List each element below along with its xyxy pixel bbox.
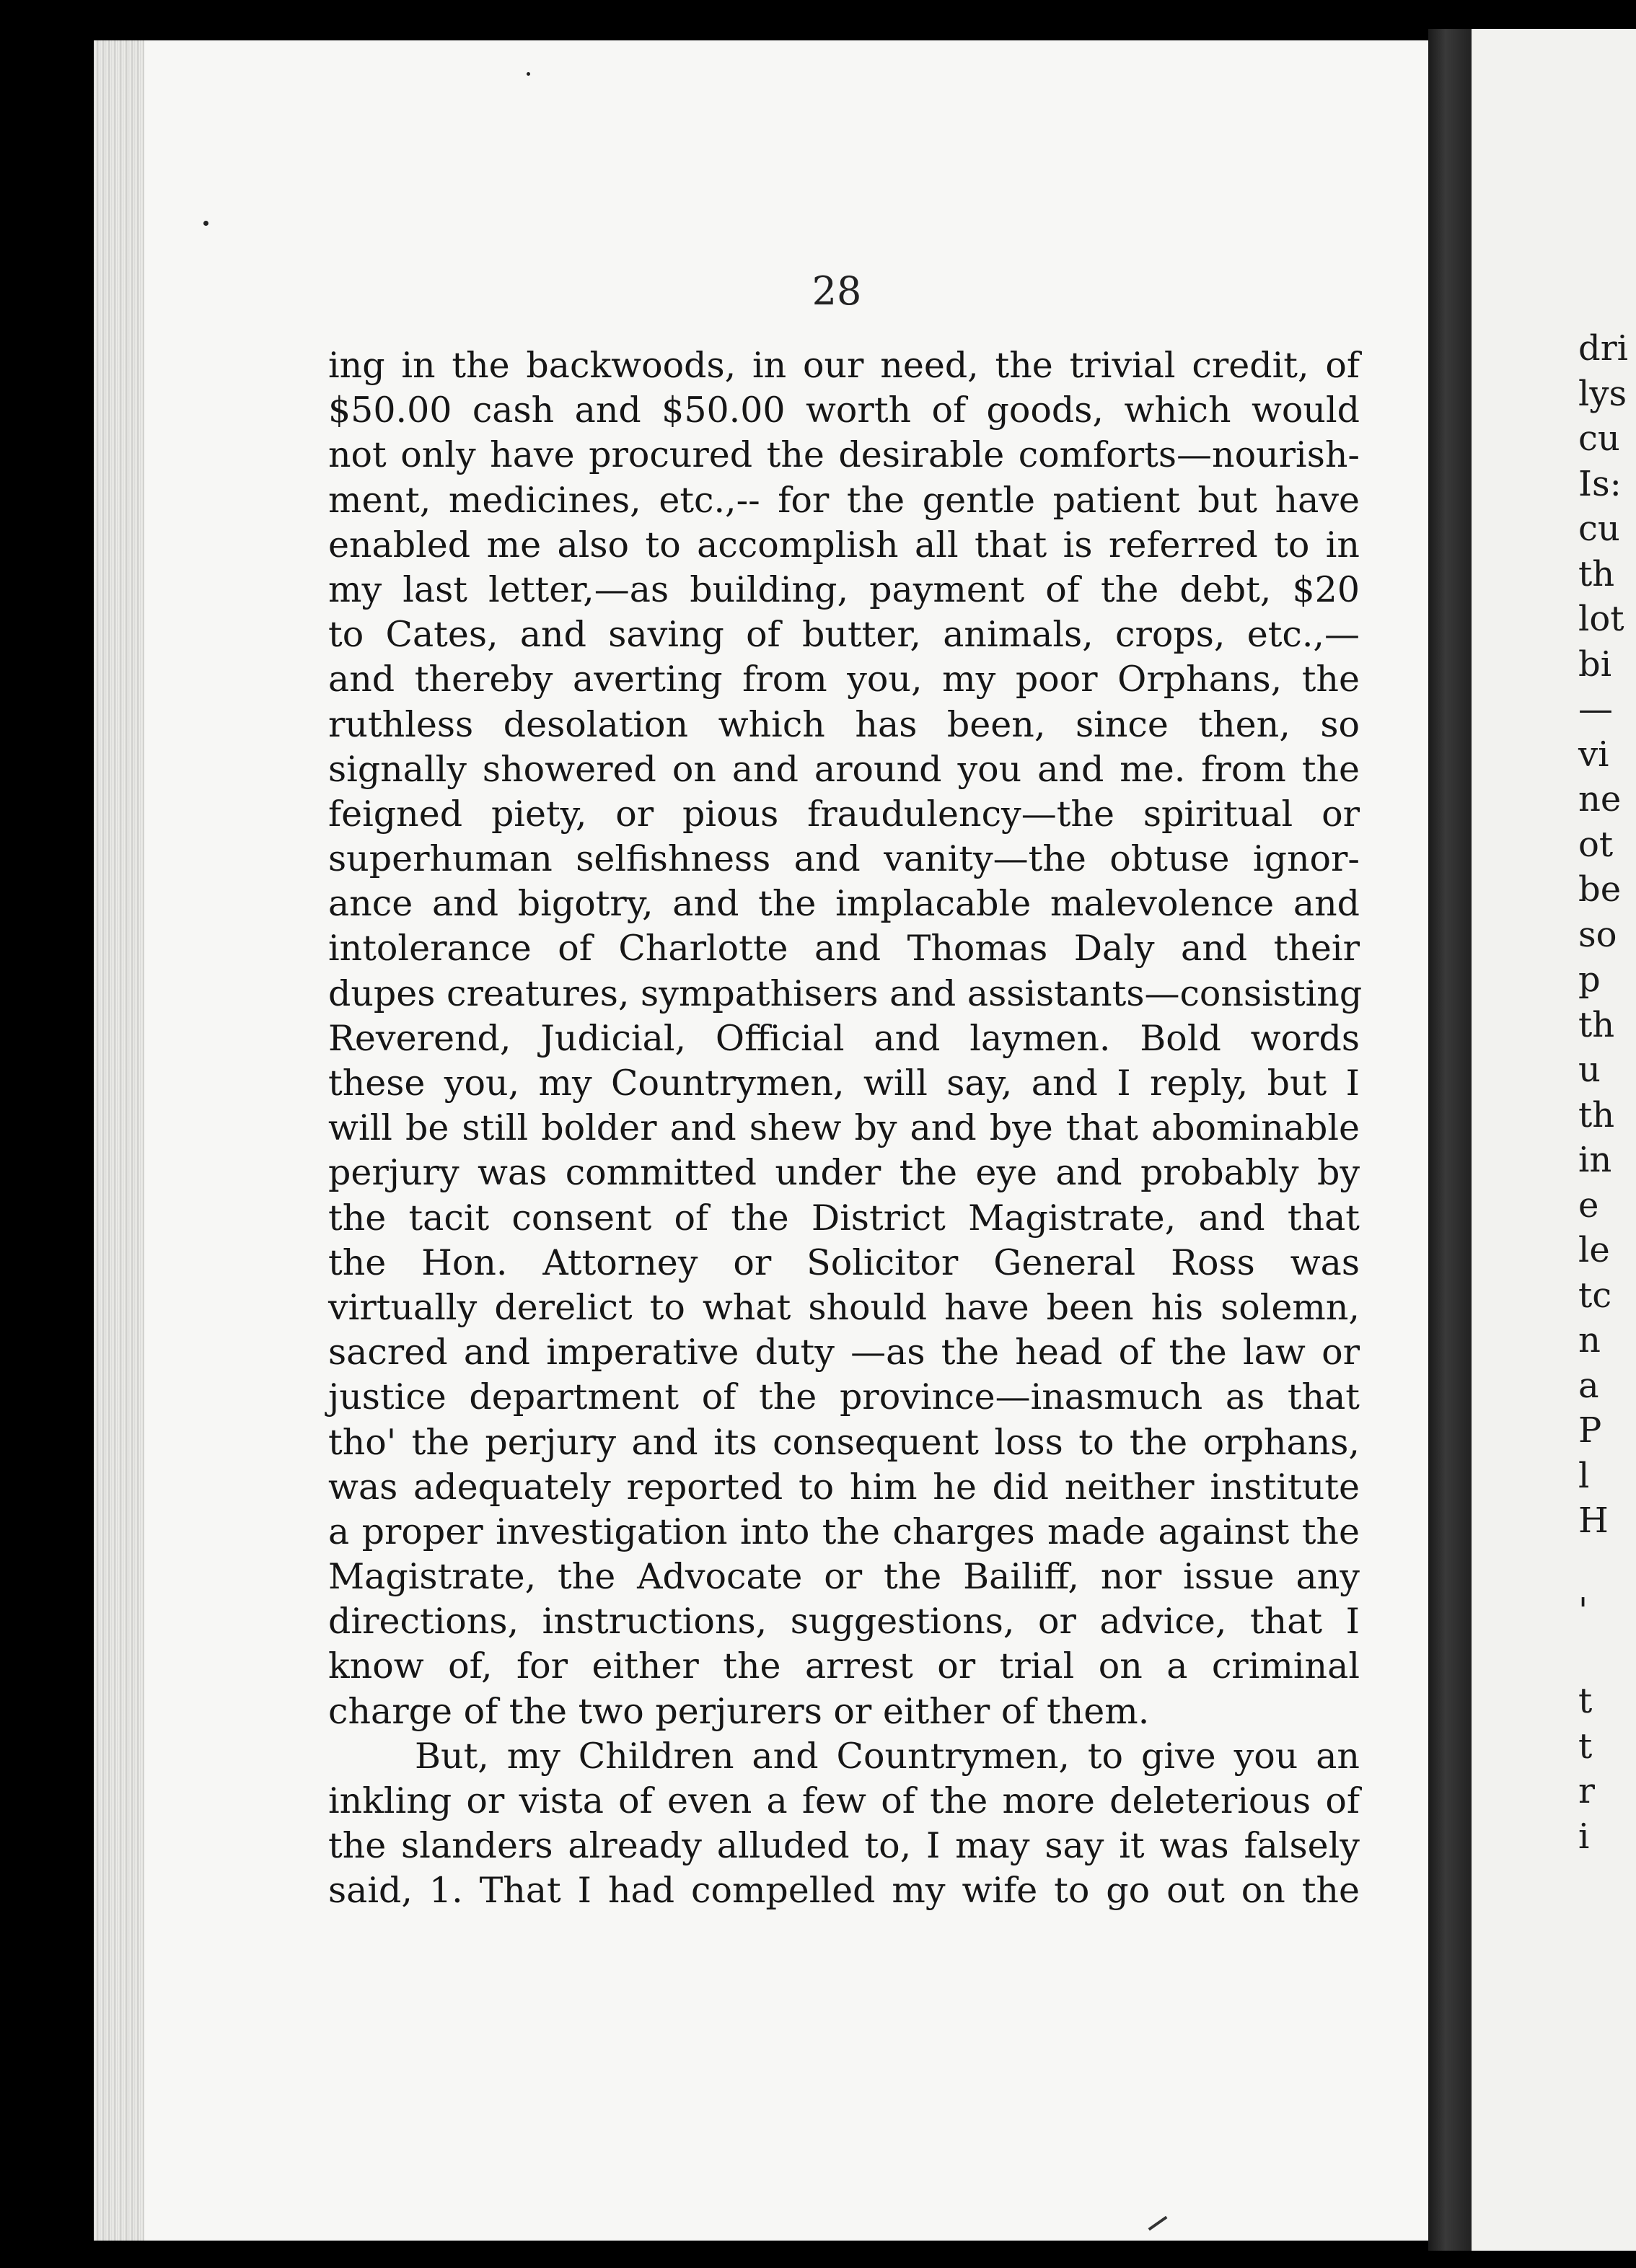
facing-fragment: le xyxy=(1578,1230,1610,1270)
facing-fragment: dri xyxy=(1578,328,1629,369)
facing-fragment: P xyxy=(1578,1410,1602,1451)
text-line: enabled me also to accomplish all that is referred to in xyxy=(328,524,1360,566)
facing-fragment: th xyxy=(1578,1004,1615,1045)
text-line: tho' the perjury and its consequent loss to the orphans, xyxy=(328,1421,1360,1463)
text-line: signally showered on and around you and me. from the xyxy=(328,748,1360,790)
facing-fragment: — xyxy=(1578,689,1613,729)
facing-fragment: u xyxy=(1578,1050,1601,1090)
speck xyxy=(203,221,208,226)
text-line: the tacit consent of the District Magistrate, and that xyxy=(328,1197,1360,1239)
text-line: directions, instructions, suggestions, or advice, that I xyxy=(328,1601,1360,1643)
text-line: ance and bigotry, and the implacable malevolence and xyxy=(328,883,1360,925)
text-line: know of, for either the arrest or trial on a criminal xyxy=(328,1645,1360,1687)
facing-fragment: ot xyxy=(1578,824,1614,865)
text-line: ment, medicines, etc.,-- for the gentle patient but have xyxy=(328,479,1360,521)
facing-fragment xyxy=(1578,1544,1636,1589)
facing-fragment: be xyxy=(1578,869,1622,910)
text-line: the Hon. Attorney or Solicitor General Ross was xyxy=(328,1241,1360,1283)
page-body-text xyxy=(328,343,1363,1914)
text-line: inkling or vista of even a few of the more deleterious of xyxy=(328,1780,1360,1821)
text-line: $50.00 cash and $50.00 worth of goods, which would xyxy=(328,390,1360,431)
speck xyxy=(527,72,530,76)
facing-fragment: l xyxy=(1578,1455,1590,1496)
text-line: intolerance of Charlotte and Thomas Daly and their xyxy=(328,928,1360,970)
text-line: virtually derelict to what should have been his solemn, xyxy=(328,1286,1360,1328)
text-line: dupes creatures, sympathisers and assistants—consisting xyxy=(328,972,1363,1014)
facing-fragment: vi xyxy=(1578,734,1609,775)
facing-fragment: cu xyxy=(1578,418,1620,459)
text-line: But, my Children and Countrymen, to give you an xyxy=(415,1735,1360,1777)
facing-fragment: p xyxy=(1578,959,1601,1000)
facing-fragment: a xyxy=(1578,1365,1599,1406)
text-line: perjury was committed under the eye and probably by xyxy=(328,1152,1360,1194)
facing-fragment: e xyxy=(1578,1184,1599,1226)
text-line: justice department of the province—inasmuch as that xyxy=(328,1376,1360,1418)
facing-fragment: in xyxy=(1578,1140,1612,1180)
facing-fragment: ne xyxy=(1578,779,1622,819)
text-line: feigned piety, or pious fraudulency—the spiritual or xyxy=(328,793,1360,835)
text-line: Magistrate, the Advocate or the Bailiff, nor issue any xyxy=(328,1556,1360,1598)
facing-fragment: so xyxy=(1578,914,1617,955)
facing-fragment: Is: xyxy=(1578,463,1622,504)
facing-fragment: cu xyxy=(1578,509,1620,549)
text-line: said, 1. That I had compelled my wife to go out on the xyxy=(328,1870,1360,1912)
facing-fragment: t xyxy=(1578,1681,1593,1721)
book-gutter xyxy=(1428,29,1472,2251)
text-line: will be still bolder and shew by and bye that abominable xyxy=(328,1107,1360,1149)
text-line: charge of the two perjurers or either of them. xyxy=(328,1690,1150,1732)
facing-fragment: tc xyxy=(1578,1275,1612,1316)
page-number: 28 xyxy=(812,268,862,314)
facing-page-text xyxy=(1578,326,1636,1859)
text-line: these you, my Countrymen, will say, and I reply, but I xyxy=(328,1063,1360,1104)
facing-fragment: H xyxy=(1578,1500,1609,1541)
facing-fragment: i xyxy=(1578,1816,1590,1857)
facing-fragment: lys xyxy=(1578,373,1627,414)
facing-fragment: bi xyxy=(1578,643,1612,685)
text-line: ruthless desolation which has been, since then, so xyxy=(328,703,1360,745)
text-line: sacred and imperative duty —as the head of the law or xyxy=(328,1332,1360,1373)
text-line: superhuman selfishness and vanity—the obtuse ignor- xyxy=(328,838,1360,880)
text-line: not only have procured the desirable comforts—nourish- xyxy=(328,434,1360,476)
text-line: ing in the backwoods, in our need, the trivial credit, of xyxy=(328,345,1360,386)
text-line: a proper investigation into the charges made against the xyxy=(328,1511,1360,1552)
text-line: was adequately reported to him he did neither institute xyxy=(328,1466,1360,1508)
facing-fragment: lot xyxy=(1578,599,1624,639)
facing-fragment xyxy=(1578,1634,1636,1679)
facing-fragment: th xyxy=(1578,553,1615,594)
text-line: my last letter,—as building, payment of the debt, $20 xyxy=(328,568,1360,610)
text-line: the slanders already alluded to, I may say it was falsely xyxy=(328,1825,1360,1867)
text-line: Reverend, Judicial, Official and laymen. Bold words xyxy=(328,1017,1360,1059)
facing-fragment: r xyxy=(1578,1771,1595,1811)
page-edges xyxy=(94,40,144,2241)
facing-fragment: n xyxy=(1578,1320,1601,1361)
text-line: to Cates, and saving of butter, animals, crops, etc.,— xyxy=(328,614,1360,656)
facing-fragment: th xyxy=(1578,1094,1615,1135)
facing-fragment: t xyxy=(1578,1726,1593,1767)
facing-fragment: ' xyxy=(1578,1591,1588,1631)
text-line: and thereby averting from you, my poor Orphans, the xyxy=(328,659,1360,700)
